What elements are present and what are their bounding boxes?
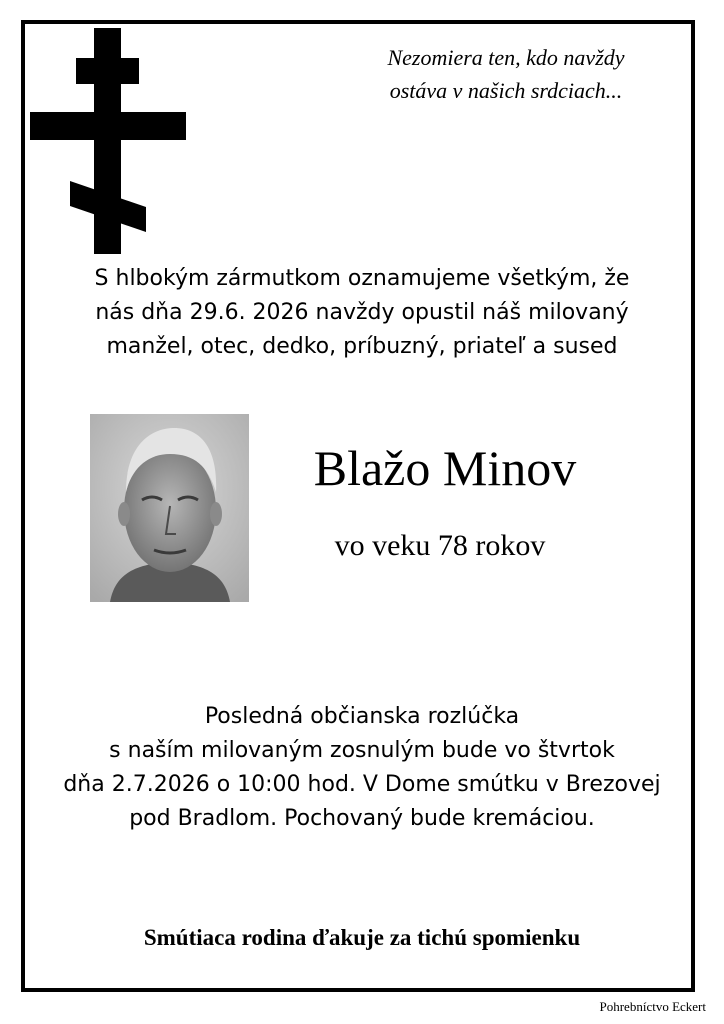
motto [336, 41, 676, 107]
orthodox-cross-icon [30, 28, 186, 254]
funeral-home-credit: Pohrebníctvo Eckert [599, 999, 706, 1014]
motto-line: Nezomiera ten, kdo navždy [387, 45, 625, 70]
deceased-name: Blažo Minov [313, 440, 577, 496]
funeral-details [36, 700, 688, 836]
funeral-line: pod Bradlom. Pochovaný bude kremáciou. [129, 806, 595, 831]
funeral-line: dňa 2.7.2026 o 10:00 hod. V Dome smútku v Brezovej [63, 772, 661, 797]
funeral-line: s naším milovaným zosnulým bude vo štvrtok [109, 738, 615, 763]
deceased-age: vo veku 78 rokov [334, 529, 546, 562]
motto-line: ostáva v našich srdciach... [389, 78, 623, 103]
funeral-line: Posledná občianska rozlúčka [204, 704, 520, 729]
announcement-line: nás dňa 29.6. 2026 navždy opustil náš milovaný [95, 300, 629, 325]
announcement-line: S hlbokým zármutkom oznamujeme všetkým, že [94, 266, 630, 291]
deceased-photo [90, 414, 249, 602]
announcement-line: manžel, otec, dedko, príbuzný, priateľ a sused [106, 334, 618, 359]
announcement-text [40, 262, 684, 364]
closing-thanks: Smútiaca rodina ďakuje za tichú spomienku [143, 925, 581, 950]
